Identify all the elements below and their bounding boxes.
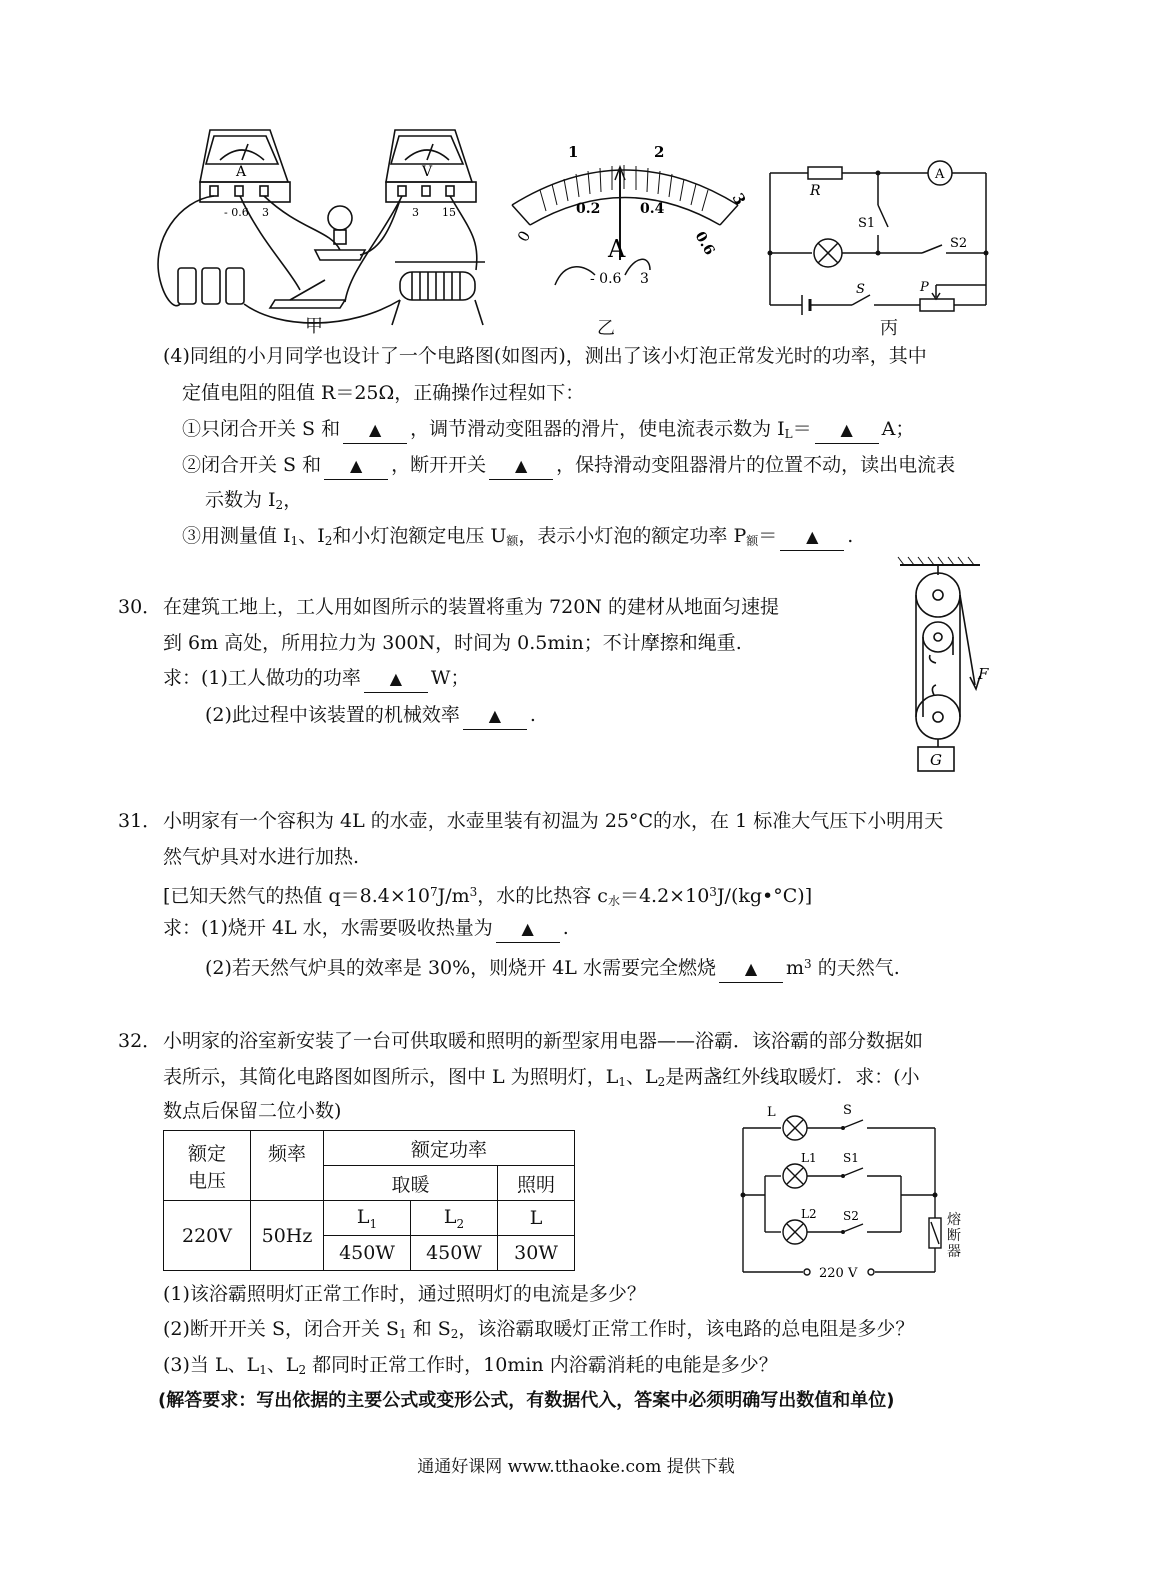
header-rated-power: 额定功率 — [324, 1131, 575, 1166]
bing-s2-label: S2 — [950, 236, 968, 251]
cell-power-l1: 450W — [324, 1236, 411, 1271]
q29-step2-line2 — [205, 487, 302, 518]
heater-s-label: S — [843, 1103, 852, 1118]
q29-step1-c: ＝ — [792, 418, 812, 440]
q29-step2-l2a: 示数为 I — [205, 489, 276, 511]
q30-line1: 在建筑工地上，工人用如图所示的装置将重为 720N 的建材从地面匀速提 — [163, 596, 779, 618]
q32-q2sub2: 2 — [450, 1327, 459, 1341]
bing-ammeter-label: A — [935, 167, 945, 182]
force-f-label: F — [978, 665, 989, 683]
q29-step3-d: ，表示小灯泡的额定功率 P — [518, 525, 747, 547]
q32-q3b: 、L — [266, 1354, 299, 1376]
q31-l3e: J/(kg•°C)] — [716, 885, 813, 907]
bing-s-label: S — [856, 282, 865, 297]
ammeter-terminal-2: 3 — [262, 206, 269, 219]
heater-circuit-figure — [735, 1100, 975, 1282]
header-rated-voltage — [164, 1131, 251, 1201]
q30-line4 — [205, 702, 536, 730]
q32-q3a: (3)当 L、L — [163, 1354, 260, 1376]
cell-l: L — [498, 1201, 575, 1236]
header-frequency: 频率 — [251, 1131, 324, 1201]
answer-blank[interactable] — [489, 452, 553, 480]
q32-number: 32． — [118, 1030, 162, 1052]
q29-step2 — [182, 452, 955, 480]
q29-step1-b: ，调节滑动变阻器的滑片，使电流表示数为 I — [410, 418, 785, 440]
q30-l3b: W； — [430, 667, 470, 689]
q31-l3b: J/m — [437, 885, 470, 907]
blank-mark: ▲ — [389, 669, 403, 688]
q29-step2-a: ②闭合开关 S 和 — [182, 454, 322, 476]
header-rated-voltage-2: 电压 — [187, 1169, 226, 1192]
header-heating: 取暖 — [324, 1166, 498, 1201]
page-footer: 通通好课网 www.tthaoke.com 提供下载 — [417, 1457, 735, 1477]
q31-l3a: [已知天然气的热值 q＝8.4×10 — [163, 885, 430, 907]
q29-step3-b: 、I — [298, 525, 325, 547]
q29-step1-a: ①只闭合开关 S 和 — [182, 418, 341, 440]
q29-step2-l2b: ， — [283, 489, 303, 511]
q31-l5sup: 3 — [804, 957, 812, 971]
answer-blank[interactable] — [364, 665, 428, 693]
blank-mark: ▲ — [368, 420, 382, 439]
figure-jia — [150, 120, 500, 335]
q32-q2c: ，该浴霸取暖灯正常工作时，该电路的总电阻是多少？ — [458, 1318, 915, 1340]
q29-step3-e: ＝ — [758, 525, 778, 547]
q32-l2c: 是两盏红外线取暖灯．求：(小 — [665, 1066, 920, 1088]
q31-l5c: 的天然气. — [811, 957, 900, 979]
cell-l1-sub: 1 — [369, 1216, 378, 1231]
blank-mark: ▲ — [806, 527, 819, 546]
q29-step3-sub2: 2 — [324, 534, 333, 548]
figure-yi-caption: 乙 — [597, 318, 615, 339]
header-rated-voltage-1: 额定 — [187, 1142, 226, 1165]
cell-frequency: 50Hz — [251, 1201, 324, 1271]
voltmeter-terminal-1: 3 — [412, 206, 419, 219]
q31-l5b: m — [785, 957, 805, 979]
q32-q2b: 和 S — [406, 1318, 451, 1340]
q32-q3sub1: 1 — [259, 1363, 267, 1377]
ammeter-a-label: A — [236, 164, 247, 180]
q32-q2a: (2)断开开关 S，闭合开关 S — [163, 1318, 400, 1340]
q29-step3 — [182, 523, 853, 554]
answer-blank[interactable] — [780, 523, 844, 551]
q29-step2-l2sub: 2 — [275, 498, 284, 512]
blank-mark: ▲ — [840, 420, 853, 439]
fuse-label: 熔断器 — [947, 1212, 961, 1260]
q29-step3-c: 和小灯泡额定电压 U — [332, 525, 507, 547]
dial-minor-0-4: 0.4 — [640, 201, 665, 217]
cell-power-l2: 450W — [411, 1236, 498, 1271]
answer-blank[interactable] — [815, 416, 879, 444]
q29-step1-d: A； — [881, 418, 915, 440]
q29-step3-a: ③用测量值 I — [182, 525, 291, 547]
q29-p4-line2: 定值电阻的阻值 R＝25Ω，正确操作过程如下： — [182, 382, 585, 404]
q29-step3-sub3: 额 — [506, 534, 519, 548]
cell-l1-text: L — [356, 1205, 370, 1228]
q32-line2 — [163, 1064, 920, 1095]
q30-line3 — [163, 665, 469, 693]
heater-l2-label: L2 — [801, 1207, 817, 1221]
q30-number: 30． — [118, 596, 162, 618]
answer-blank[interactable] — [463, 702, 527, 730]
q31-line2: 然气炉具对水进行加热. — [163, 846, 360, 868]
figure-jia-caption: 甲 — [305, 316, 323, 337]
q32-l2b: 、L — [625, 1066, 658, 1088]
q32-l2a: 表所示，其简化电路图如图所示，图中 L 为照明灯，L — [163, 1066, 619, 1088]
heater-s2-label: S2 — [843, 1209, 859, 1223]
spec-table — [163, 1130, 575, 1271]
q31-l4a: 求：(1)烧开 4L 水，水需要吸收热量为 — [163, 917, 493, 939]
blank-mark: ▲ — [488, 706, 502, 725]
q32-q3c: 都同时正常工作时，10min 内浴霸消耗的电能是多少？ — [306, 1354, 778, 1376]
dial-major-3: 3 — [728, 190, 750, 209]
heater-l-label: L — [767, 1105, 776, 1120]
cell-l2 — [411, 1201, 498, 1236]
q31-line1: 小明家有一个容积为 4L 的水壶，水壶里装有初温为 25°C的水，在 1 标准大气压下小明用天 — [163, 810, 944, 832]
dial-minor-0-6: 0.6 — [691, 229, 718, 259]
cell-power-l: 30W — [498, 1236, 575, 1271]
header-lighting: 照明 — [498, 1166, 575, 1201]
q30-l4a: (2)此过程中该装置的机械效率 — [205, 704, 460, 726]
q29-step1 — [182, 416, 914, 447]
dial-terminal-2: 3 — [640, 271, 649, 287]
answer-blank[interactable] — [343, 416, 407, 444]
q31-l3sub: 水 — [607, 894, 620, 908]
q31-l3d: ＝4.2×10 — [619, 885, 710, 907]
q32-question3 — [163, 1352, 778, 1383]
spec-table-wrapper — [163, 1130, 575, 1271]
q29-p4-line1: (4)同组的小月同学也设计了一个电路图(如图丙)，测出了该小灯泡正常发光时的功率，其中 — [163, 345, 927, 367]
q32-q2sub1: 1 — [399, 1327, 407, 1341]
q32-q3sub2: 2 — [298, 1363, 307, 1377]
answer-blank[interactable] — [324, 452, 388, 480]
q32-question2 — [163, 1316, 914, 1347]
answer-blank[interactable] — [496, 915, 560, 943]
figure-bing — [760, 155, 1000, 325]
cell-voltage: 220V — [164, 1201, 251, 1271]
q29-step3-sub4: 额 — [746, 534, 759, 548]
q29-step3-sub1: 1 — [290, 534, 299, 548]
answer-blank[interactable] — [719, 955, 783, 983]
blank-mark: ▲ — [349, 456, 363, 475]
heater-voltage-label: 220 V — [819, 1266, 858, 1281]
q30-l3a: 求：(1)工人做功的功率 — [163, 667, 361, 689]
q31-line4 — [163, 915, 569, 943]
q31-l3c: ，水的比热容 c — [477, 885, 608, 907]
blank-mark: ▲ — [521, 919, 534, 938]
q29-step3-f: . — [847, 525, 854, 547]
cell-l2-text: L — [443, 1205, 457, 1228]
bing-p-label: P — [920, 280, 929, 295]
dial-major-0: 0 — [513, 227, 535, 245]
q31-l5a: (2)若天然气炉具的效率是 30%，则烧开 4L 水需要完全燃烧 — [205, 957, 716, 979]
bing-s1-label: S1 — [858, 216, 876, 231]
q31-l3sup1: 7 — [429, 885, 438, 899]
heater-l1-label: L1 — [801, 1151, 817, 1165]
q29-step2-c: ，保持滑动变阻器滑片的位置不动，读出电流表 — [556, 454, 956, 476]
blank-mark: ▲ — [514, 456, 528, 475]
ammeter-terminal-1: - 0.6 — [224, 206, 249, 219]
dial-major-2: 2 — [654, 143, 665, 161]
cell-l2-sub: 2 — [456, 1216, 465, 1231]
cell-l1 — [324, 1201, 411, 1236]
q30-line2: 到 6m 高处，所用拉力为 300N，时间为 0.5min；不计摩擦和绳重. — [163, 632, 742, 654]
dial-minor-0-2: 0.2 — [576, 201, 601, 217]
q32-question1: (1)该浴霸照明灯正常工作时，通过照明灯的电流是多少？ — [163, 1283, 646, 1305]
q31-line3 — [163, 879, 812, 914]
blank-mark: ▲ — [744, 959, 758, 978]
dial-major-1: 1 — [568, 143, 579, 161]
heater-s1-label: S1 — [843, 1151, 859, 1165]
q32-l2sub2: 2 — [657, 1075, 666, 1089]
q29-step1-sub: L — [784, 427, 793, 441]
q32-l2sub1: 1 — [618, 1075, 626, 1089]
q32-line3: 数点后保留二位小数) — [163, 1100, 342, 1122]
q31-l4b: . — [562, 917, 569, 939]
q32-line1: 小明家的浴室新安装了一台可供取暖和照明的新型家用电器——浴霸．该浴霸的部分数据如 — [163, 1030, 924, 1052]
voltmeter-terminal-2: 15 — [442, 206, 456, 219]
weight-g-label: G — [930, 751, 942, 769]
q31-l3sup3: 3 — [709, 885, 717, 899]
dial-terminal-1: - 0.6 — [590, 271, 622, 287]
voltmeter-v-label: V — [422, 164, 433, 180]
q29-step2-b: ，断开开关 — [391, 454, 487, 476]
q31-l3sup2: 3 — [469, 885, 478, 899]
pulley-figure — [890, 555, 1020, 775]
figure-bing-caption: 丙 — [880, 318, 898, 339]
figure-yi — [500, 135, 760, 335]
q31-line5 — [205, 951, 900, 983]
bing-r-label: R — [810, 183, 821, 199]
q31-number: 31． — [118, 810, 162, 832]
dial-unit-a: A — [608, 235, 626, 263]
q30-l4b: . — [529, 704, 536, 726]
answer-requirements: (解答要求：写出依据的主要公式或变形公式，有数据代入，答案中必须明确写出数值和单位) — [158, 1390, 895, 1411]
